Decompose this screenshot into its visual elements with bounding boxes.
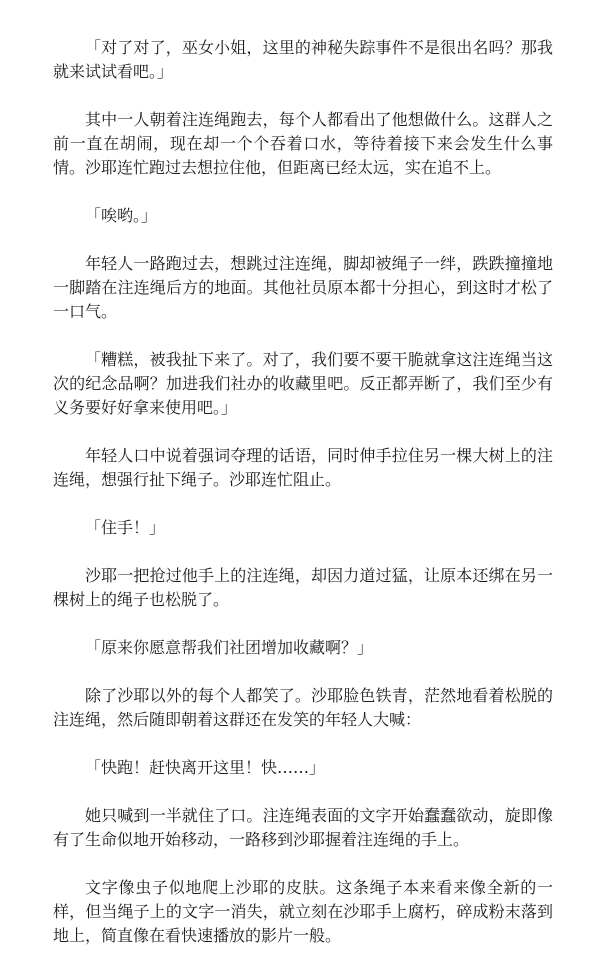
paragraph-narration: 文字像虫子似地爬上沙耶的皮肤。这条绳子本来看来像全新的一样，但当绳子上的文字一消失，就立刻在沙耶手上腐朽，碎成粉末落到地上，简直像在看快速播放的影片一般。: [53, 878, 553, 945]
paragraph-dialogue: 「糟糕，被我扯下来了。对了，我们要不要干脆就拿这注连绳当这次的纪念品啊？加进我们社办的收藏里吧。反正都弄断了，我们至少有义务要好好拿来使用吧。」: [53, 350, 553, 417]
paragraph-dialogue: 「住手！」: [85, 518, 166, 537]
paragraph-narration: 其中一人朝着注连绳跑去，每个人都看出了他想做什么。这群人之前一直在胡闹，现在却一个个吞着口水，等待着接下来会发生什么事情。沙耶连忙跑过去想拉住他，但距离已经太远，实在追不上。: [53, 110, 553, 177]
paragraph-narration: 她只喊到一半就住了口。注连绳表面的文字开始蠢蠢欲动，旋即像有了生命似地开始移动，一路移到沙耶握着注连绳的手上。: [53, 806, 553, 849]
paragraph-dialogue: 「对了对了，巫女小姐，这里的神秘失踪事件不是很出名吗？那我就来试试看吧。」: [53, 38, 553, 81]
paragraph-dialogue: 「快跑！赶快离开这里！快……」: [85, 758, 326, 777]
paragraph-narration: 除了沙耶以外的每个人都笑了。沙耶脸色铁青，茫然地看着松脱的注连绳，然后随即朝着这群还在发笑的年轻人大喊：: [53, 686, 553, 729]
paragraph-narration: 沙耶一把抢过他手上的注连绳，却因力道过猛，让原本还绑在另一棵树上的绳子也松脱了。: [53, 566, 553, 609]
paragraph-dialogue: 「唉哟。」: [85, 206, 158, 225]
text-body: [53, 36, 553, 972]
paragraph-narration: 年轻人一路跑过去，想跳过注连绳，脚却被绳子一绊，跌跌撞撞地一脚踏在注连绳后方的地面。其他社员原本都十分担心，到这时才松了一口气。: [53, 254, 553, 321]
paragraph-dialogue: 「原来你愿意帮我们社团增加收藏啊？」: [85, 638, 374, 657]
paragraph-narration: 年轻人口中说着强词夺理的话语，同时伸手拉住另一棵大树上的注连绳，想强行扯下绳子。沙耶连忙阻止。: [53, 446, 553, 489]
